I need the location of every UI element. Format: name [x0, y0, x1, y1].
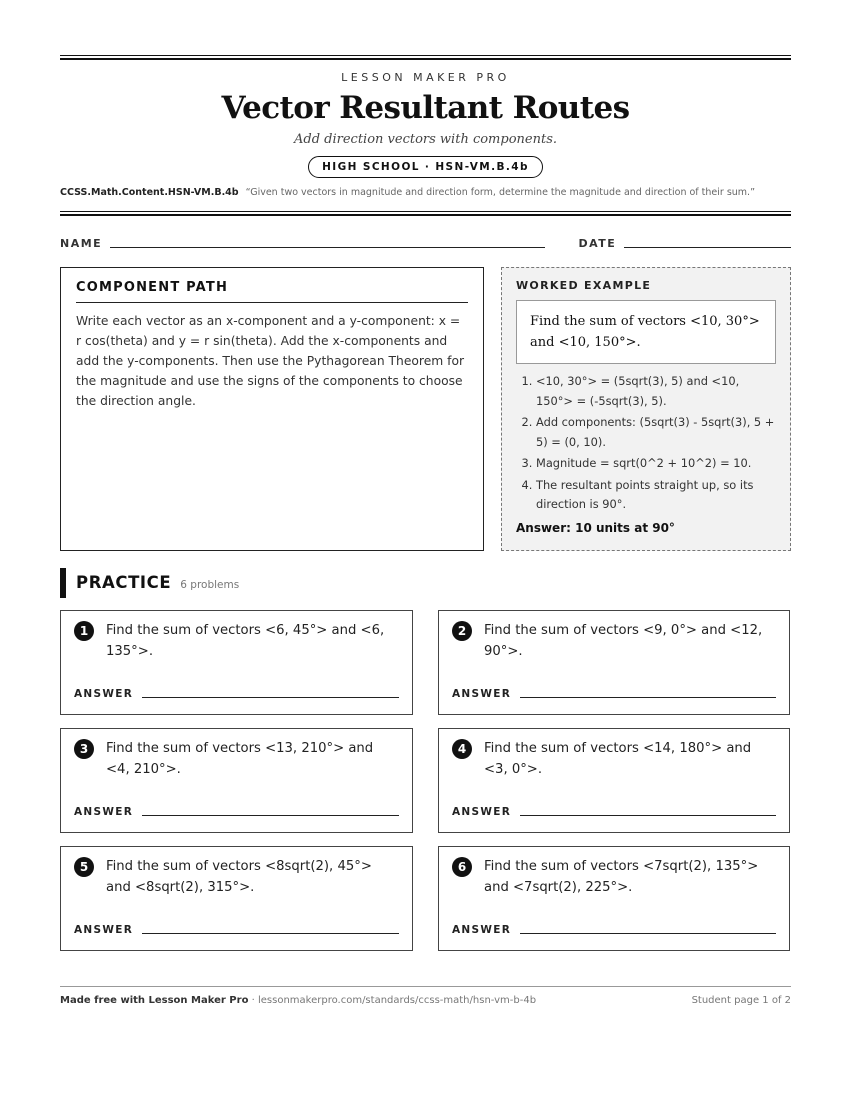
problem-card — [438, 728, 790, 833]
date-label: DATE — [578, 237, 617, 250]
answer-field[interactable] — [142, 697, 399, 698]
worked-step: 1. <10, 30°> = (5sqrt(3), 5) and <10, 150°> = (-5sqrt(3), 5). — [536, 372, 776, 411]
brand-name: LESSON MAKER PRO — [341, 71, 510, 84]
problem-card — [438, 610, 790, 715]
problem-card — [60, 846, 413, 951]
footer-page-number: Student page 1 of 2 — [691, 995, 791, 1006]
worked-example-prompt: Find the sum of vectors <10, 30°> and <10, 150°>. — [516, 300, 776, 364]
component-path-body: Write each vector as an x-component and a y-component: x = r cos(theta) and y = r sin(theta). Add the x-components and add the y-components. Then use the Pythagorean Theorem for the magnitude and use the signs of the components to choose the direction angle. — [76, 314, 465, 408]
problem-number: 2 — [452, 621, 472, 641]
component-path-heading: COMPONENT PATH — [76, 280, 468, 303]
problem-card — [438, 846, 790, 951]
answer-label: ANSWER — [452, 688, 512, 700]
footer-url[interactable]: · lessonmakerpro.com/standards/ccss-math/hsn-vm-b-4b — [248, 995, 537, 1006]
problem-text: Find the sum of vectors <6, 45°> and <6, 135°>. — [106, 623, 385, 659]
page-footer — [60, 986, 791, 1006]
worked-example-answer: Answer: 10 units at 90° — [516, 520, 675, 535]
grade-standard-badge: HIGH SCHOOL · HSN-VM.B.4b — [308, 156, 543, 178]
practice-grid — [60, 610, 791, 951]
problem-card — [60, 610, 413, 715]
date-field[interactable] — [624, 247, 791, 248]
worked-example-steps — [516, 372, 776, 515]
header-rule-top — [60, 55, 791, 60]
problem-text: Find the sum of vectors <7sqrt(2), 135°> and <7sqrt(2), 225°>. — [484, 859, 759, 895]
worked-step: 3. Magnitude = sqrt(0^2 + 10^2) = 10. — [536, 454, 776, 474]
page-subtitle: Add direction vectors with components. — [294, 132, 557, 147]
answer-label: ANSWER — [74, 688, 134, 700]
standard-code: CCSS.Math.Content.HSN-VM.B.4b — [60, 187, 239, 198]
problem-number: 5 — [74, 857, 94, 877]
footer-credit — [60, 995, 536, 1006]
answer-field[interactable] — [520, 815, 776, 816]
problem-number: 1 — [74, 621, 94, 641]
answer-field[interactable] — [142, 815, 399, 816]
component-path-card — [60, 267, 484, 551]
name-date-bar — [60, 235, 791, 250]
worked-step: 4. The resultant points straight up, so its direction is 90°. — [536, 476, 776, 515]
problem-number: 6 — [452, 857, 472, 877]
name-label: NAME — [60, 237, 103, 250]
standard-text: “Given two vectors in magnitude and direction form, determine the magnitude and direction of their sum.” — [245, 187, 755, 198]
practice-count: 6 problems — [180, 579, 240, 591]
page-title: Vector Resultant Routes — [221, 90, 630, 126]
problem-text: Find the sum of vectors <9, 0°> and <12, 90°>. — [484, 623, 763, 659]
problem-text: Find the sum of vectors <8sqrt(2), 45°> and <8sqrt(2), 315°>. — [106, 859, 372, 895]
header-rule-bottom — [60, 211, 791, 216]
worksheet-page — [60, 0, 791, 951]
standard-line — [60, 187, 791, 198]
footer-made: Made free with Lesson Maker Pro — [60, 995, 249, 1006]
problem-number: 3 — [74, 739, 94, 759]
problem-text: Find the sum of vectors <13, 210°> and <4, 210°>. — [106, 741, 374, 777]
answer-label: ANSWER — [452, 806, 512, 818]
practice-title: PRACTICE — [76, 573, 172, 592]
problem-text: Find the sum of vectors <14, 180°> and <3, 0°>. — [484, 741, 752, 777]
answer-field[interactable] — [520, 933, 776, 934]
worked-example-heading: WORKED EXAMPLE — [516, 279, 652, 292]
answer-label: ANSWER — [74, 806, 134, 818]
worked-step: 2. Add components: (5sqrt(3) - 5sqrt(3), 5 + 5) = (0, 10). — [536, 413, 776, 452]
answer-field[interactable] — [520, 697, 776, 698]
problem-number: 4 — [452, 739, 472, 759]
problem-card — [60, 728, 413, 833]
name-field[interactable] — [110, 247, 545, 248]
worked-example-card — [501, 267, 791, 551]
answer-field[interactable] — [142, 933, 399, 934]
answer-label: ANSWER — [74, 924, 134, 936]
answer-label: ANSWER — [452, 924, 512, 936]
practice-heading — [60, 568, 791, 598]
